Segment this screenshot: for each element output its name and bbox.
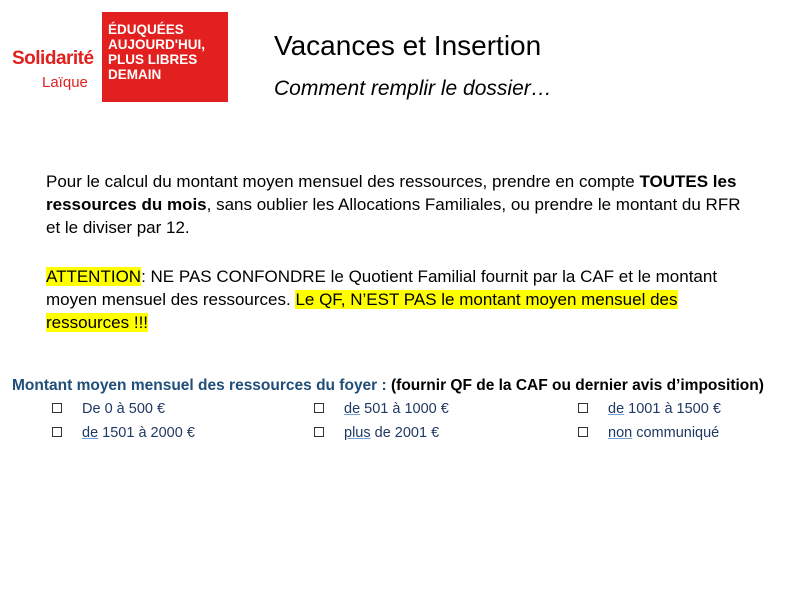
income-option-over-2001[interactable]: [314, 425, 439, 441]
option-text: de 2001 €: [370, 425, 440, 441]
attention-label: ATTENTION: [46, 267, 142, 286]
income-option-0-500[interactable]: [52, 401, 165, 417]
page-title: Vacances et Insertion: [274, 30, 542, 61]
income-label-text: Montant moyen mensuel des ressources du foyer :: [12, 377, 391, 394]
logo-slogan-line: AUJOURD'HUI,: [108, 37, 205, 52]
page-subtitle: Comment remplir le dossier…: [274, 77, 552, 100]
logo-slogan: [108, 22, 226, 82]
income-option-501-1000[interactable]: [314, 401, 449, 417]
checkbox-icon[interactable]: [314, 403, 324, 413]
option-text: 1501 à 2000 €: [98, 425, 195, 441]
income-option-not-disclosed[interactable]: [578, 425, 719, 441]
checkbox-icon[interactable]: [52, 403, 62, 413]
option-prefix: de: [82, 425, 99, 441]
option-text: 501 à 1000 €: [360, 401, 449, 417]
logo-brand-panel: [10, 12, 102, 102]
income-note: (fournir QF de la CAF ou dernier avis d’imposition): [391, 377, 764, 394]
income-option-1001-1500[interactable]: [578, 401, 721, 417]
solidarite-laique-logo: [10, 12, 228, 102]
instructions-text-start: Pour le calcul du montant moyen mensuel des ressources, prendre en compte: [46, 172, 640, 191]
logo-brand-name: Solidarité: [12, 48, 94, 69]
option-prefix: non: [608, 425, 633, 441]
option-text: De 0 à 500 €: [82, 401, 166, 417]
option-prefix: de: [344, 401, 361, 417]
income-option-1501-2000[interactable]: [52, 425, 195, 441]
option-prefix: de: [608, 401, 625, 417]
warning-highlight: Le QF, N’EST PAS le montant moyen mensuel des ressources !!!: [46, 290, 678, 332]
warning-paragraph: [46, 265, 746, 334]
option-text: communiqué: [632, 425, 720, 441]
logo-slogan-line: PLUS LIBRES: [108, 52, 198, 67]
instructions-paragraph: [46, 170, 746, 239]
checkbox-icon[interactable]: [52, 427, 62, 437]
warning-text: : NE PAS CONFONDRE le Quotient Familial fournit par la CAF et le montant moyen mensuel des ressources.: [46, 267, 718, 309]
instructions-text-end: , sans oublier les Allocations Familiales, ou prendre le montant du RFR et le diviser par 12.: [46, 195, 741, 237]
option-prefix: plus: [344, 425, 371, 441]
checkbox-icon[interactable]: [314, 427, 324, 437]
option-text: 1001 à 1500 €: [624, 401, 721, 417]
checkbox-icon[interactable]: [578, 403, 588, 413]
logo-slogan-line: ÉDUQUÉES: [108, 22, 184, 37]
checkbox-icon[interactable]: [578, 427, 588, 437]
instructions-emphasis: TOUTES les ressources du mois: [46, 172, 737, 214]
logo-slogan-line: DEMAIN: [108, 67, 162, 82]
logo-brand-subname: Laïque: [42, 74, 88, 91]
income-field-label: [12, 377, 764, 395]
